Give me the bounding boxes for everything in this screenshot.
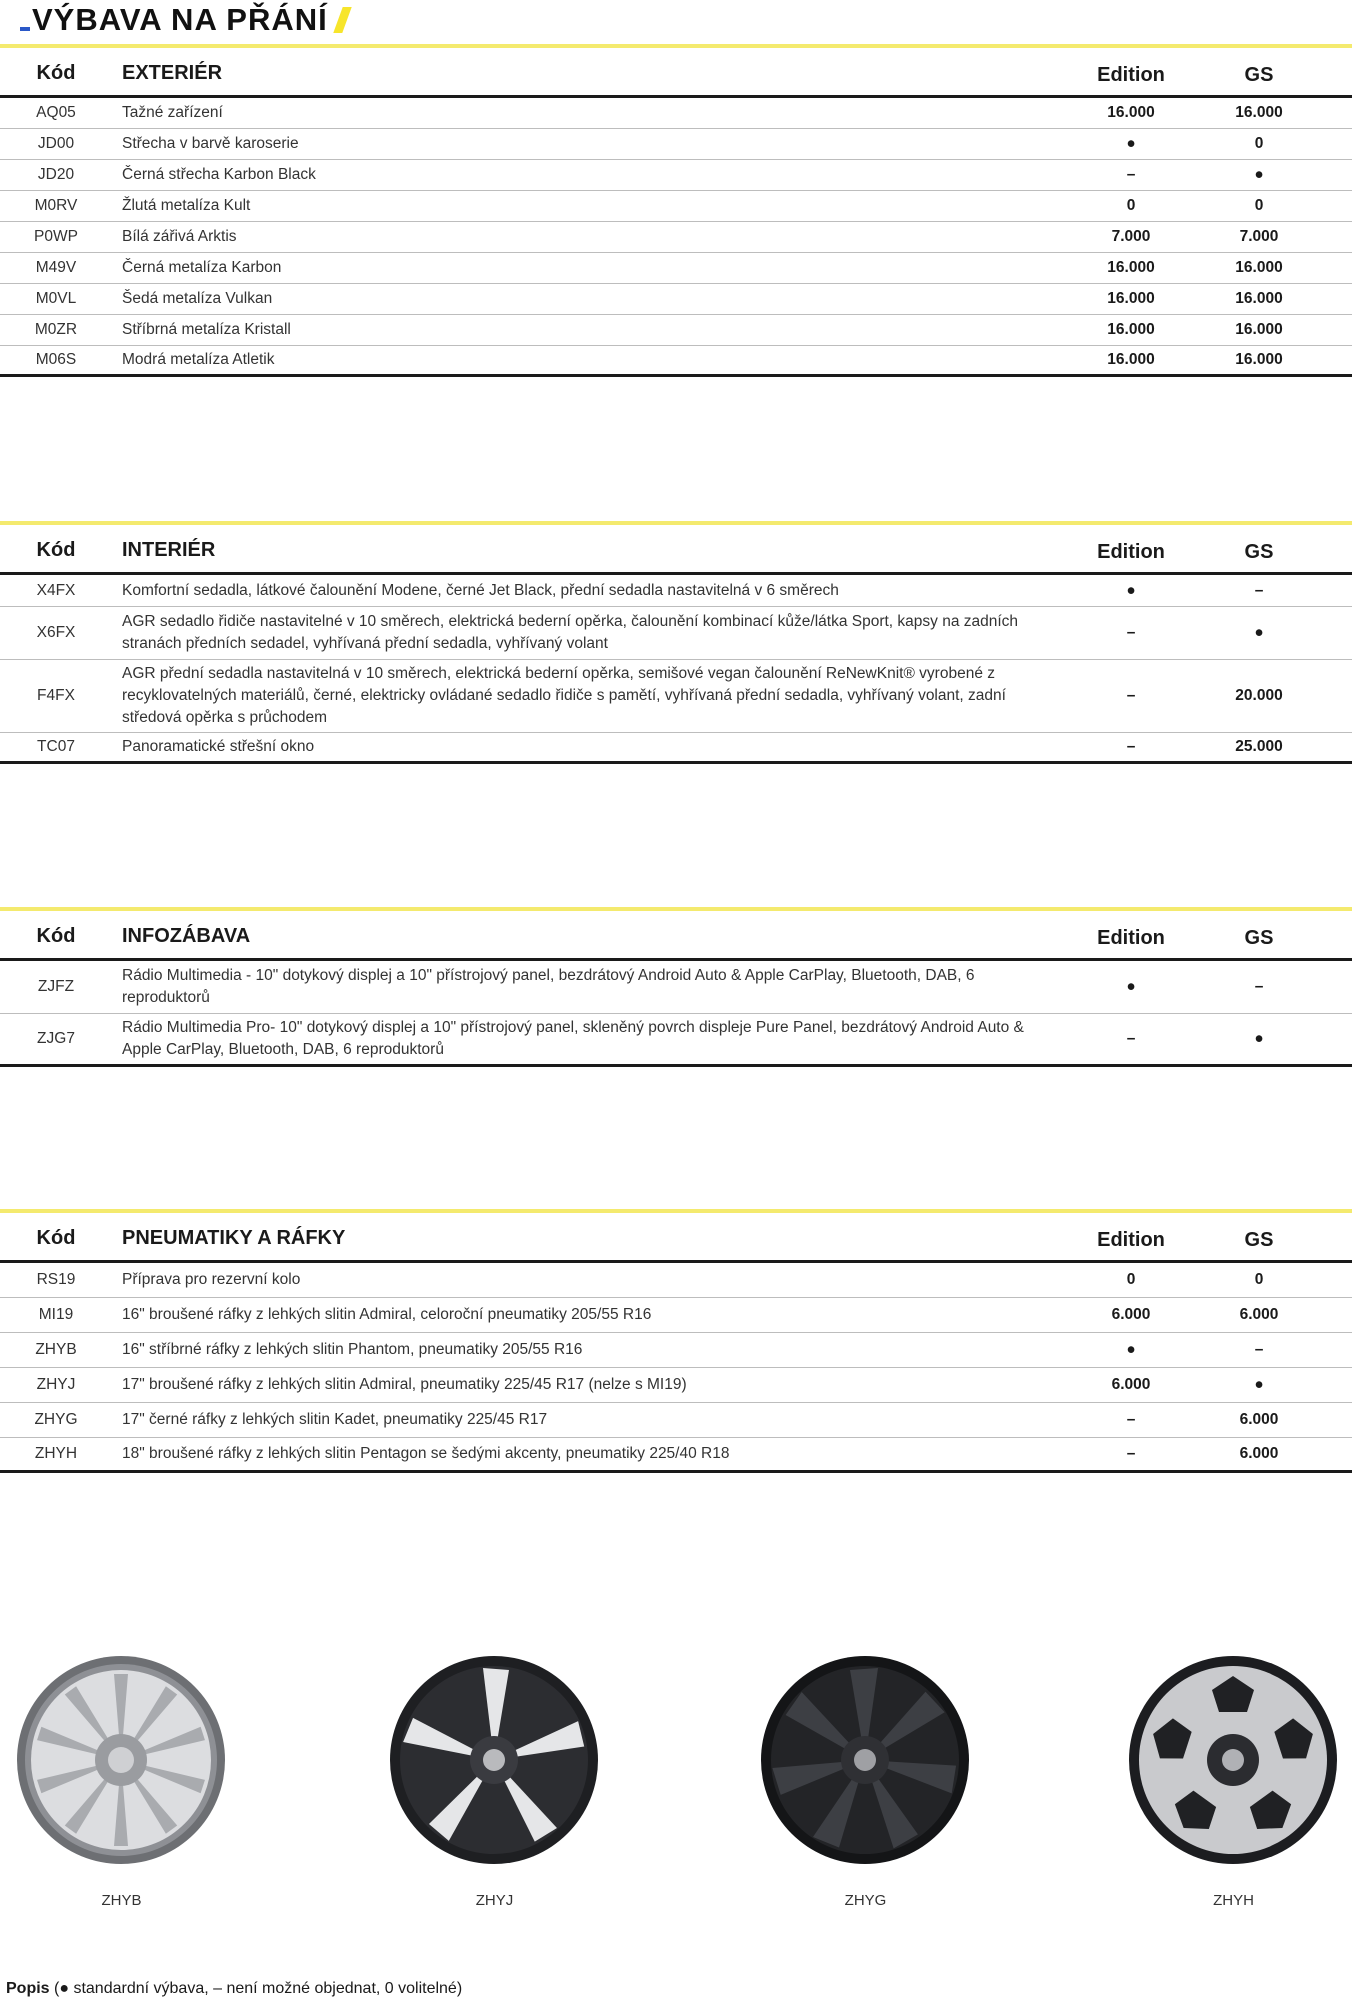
table-row xyxy=(0,98,1352,129)
row-code: ZHYG xyxy=(34,1411,78,1428)
row-edition-value: 16.000 xyxy=(1107,259,1155,276)
row-gs-value: 20.000 xyxy=(1235,687,1283,704)
table-header xyxy=(0,525,1352,575)
header-gs: GS xyxy=(1244,1229,1274,1251)
section-infotainment xyxy=(0,907,1352,1067)
row-gs-value: 6.000 xyxy=(1239,1306,1279,1323)
page-title-text: VÝBAVA NA PŘÁNÍ xyxy=(32,2,328,37)
header-code: Kód xyxy=(36,539,76,561)
row-edition-value: ● xyxy=(1126,135,1136,152)
row-code: M06S xyxy=(35,351,77,368)
table-row xyxy=(0,284,1352,315)
header-code: Kód xyxy=(36,925,76,947)
table-row xyxy=(0,160,1352,191)
row-description: 16" stříbrné ráfky z lehkých slitin Phantom, pneumatiky 205/55 R16 xyxy=(122,1341,583,1358)
row-edition-value: – xyxy=(1126,738,1136,755)
wheel-zhyj-graphic xyxy=(387,1650,602,1870)
row-code: TC07 xyxy=(37,738,75,755)
header-gs: GS xyxy=(1244,927,1274,949)
row-code: JD20 xyxy=(37,166,75,183)
row-edition-value: – xyxy=(1126,624,1136,641)
row-description: Modrá metalíza Atletik xyxy=(122,351,275,368)
row-code: JD00 xyxy=(37,135,75,152)
row-edition-value: ● xyxy=(1126,581,1136,599)
row-code: AQ05 xyxy=(36,104,76,121)
table-body xyxy=(0,575,1352,764)
row-code: M49V xyxy=(35,259,77,276)
row-code: MI19 xyxy=(38,1306,74,1323)
wheel-zhyg-graphic xyxy=(758,1650,973,1870)
header-code: Kód xyxy=(36,62,76,84)
table-row xyxy=(0,1014,1352,1067)
table-header xyxy=(0,911,1352,961)
row-gs-value: – xyxy=(1254,1341,1264,1358)
row-edition-value: 16.000 xyxy=(1107,104,1155,121)
table-row xyxy=(0,1298,1352,1333)
header-gs: GS xyxy=(1244,541,1274,563)
row-gs-value: – xyxy=(1254,978,1264,995)
row-description: AGR přední sedadla nastavitelná v 10 směrech, elektrická bederní opěrka, semišové vegan čalounění ReNewKnit® vyrobené z recyklovatelných materiálů, černé, elektricky ovládané sedadlo řidiče s pamětí, vyhřívaná přední sedadla, vyhřívaný volant, zadní středová opěrka s průchodem xyxy=(122,665,1006,726)
wheel-zhyh-graphic xyxy=(1126,1650,1341,1870)
header-code: Kód xyxy=(36,1227,76,1249)
row-edition-value: 16.000 xyxy=(1107,321,1155,338)
table-row xyxy=(0,1333,1352,1368)
row-edition-value: – xyxy=(1126,1445,1136,1462)
row-code: F4FX xyxy=(37,687,75,704)
wheel-label: ZHYB xyxy=(101,1892,142,1909)
row-description: 17" broušené ráfky z lehkých slitin Admiral, pneumatiky 225/45 R17 (nelze s MI19) xyxy=(122,1376,687,1393)
header-gs: GS xyxy=(1244,64,1274,86)
standard-dot-icon: ● xyxy=(59,1980,70,1997)
flag-mark xyxy=(20,27,30,31)
section-interior xyxy=(0,521,1352,764)
row-gs-value: 16.000 xyxy=(1235,321,1283,338)
legend-text: standardní výbava, – není možné objednat, 0 volitelné) xyxy=(69,1980,463,1997)
row-gs-value: – xyxy=(1254,581,1264,599)
section-wheels xyxy=(0,1209,1352,1473)
row-code: M0ZR xyxy=(34,321,78,338)
header-title: EXTERIÉR xyxy=(122,62,223,84)
row-edition-value: 0 xyxy=(1126,1271,1136,1288)
row-edition-value: ● xyxy=(1126,1341,1136,1358)
row-edition-value: 0 xyxy=(1126,197,1136,214)
header-edition: Edition xyxy=(1097,1229,1165,1251)
table-body xyxy=(0,1263,1352,1473)
table-row xyxy=(0,961,1352,1014)
row-edition-value: 16.000 xyxy=(1107,351,1155,368)
header-title: INTERIÉR xyxy=(122,539,216,561)
row-description: 17" černé ráfky z lehkých slitin Kadet, pneumatiky 225/45 R17 xyxy=(122,1411,548,1428)
row-code: RS19 xyxy=(36,1271,76,1288)
table-row xyxy=(0,346,1352,377)
wheel-label: ZHYG xyxy=(844,1892,887,1909)
table-row xyxy=(0,191,1352,222)
brand-slash-mark xyxy=(333,7,351,33)
table-row xyxy=(0,660,1352,733)
table-row xyxy=(0,575,1352,607)
table-row xyxy=(0,1263,1352,1298)
table-row xyxy=(0,222,1352,253)
wheel-image-zhyb xyxy=(14,1650,229,1909)
row-description: 18" broušené ráfky z lehkých slitin Pentagon se šedými akcenty, pneumatiky 225/40 R18 xyxy=(122,1445,730,1462)
wheel-image-zhyg xyxy=(758,1650,973,1909)
header-edition: Edition xyxy=(1097,927,1165,949)
header-title: PNEUMATIKY A RÁFKY xyxy=(122,1227,346,1249)
row-gs-value: 0 xyxy=(1254,135,1264,152)
row-gs-value: 16.000 xyxy=(1235,290,1283,307)
row-description: Černá střecha Karbon Black xyxy=(122,166,316,183)
row-code: M0RV xyxy=(34,197,78,214)
row-description: Příprava pro rezervní kolo xyxy=(122,1271,301,1288)
table-body xyxy=(0,961,1352,1067)
row-code: X6FX xyxy=(36,624,76,641)
row-gs-value: 0 xyxy=(1254,1271,1264,1288)
row-gs-value: 16.000 xyxy=(1235,259,1283,276)
row-code: P0WP xyxy=(34,228,78,245)
row-gs-value: ● xyxy=(1254,1376,1264,1393)
row-edition-value: – xyxy=(1126,166,1136,183)
row-description: Rádio Multimedia - 10" dotykový displej a 10" přístrojový panel, bezdrátový Android Auto & Apple CarPlay, Bluetooth, DAB, 6 reproduktorů xyxy=(122,967,975,1006)
row-description: Střecha v barvě karoserie xyxy=(122,135,299,152)
header-title: INFOZÁBAVA xyxy=(122,925,251,947)
table-header xyxy=(0,48,1352,98)
wheel-label: ZHYJ xyxy=(475,1892,514,1909)
row-gs-value: 6.000 xyxy=(1239,1445,1279,1462)
wheel-label: ZHYH xyxy=(1213,1892,1254,1909)
legend xyxy=(6,1980,462,1998)
table-header xyxy=(0,1213,1352,1263)
table-row xyxy=(0,733,1352,764)
row-code: ZHYB xyxy=(35,1341,77,1358)
row-description: AGR sedadlo řidiče nastavitelné v 10 směrech, elektrická bederní opěrka, čalounění kombinací kůže/látka Sport, kapsy na zadních stranách předních sedadel, vyhřívaná přední sedadla, vyhřívaný volant xyxy=(122,613,1019,652)
row-edition-value: – xyxy=(1126,1030,1136,1047)
row-gs-value: ● xyxy=(1254,624,1264,641)
row-edition-value: 7.000 xyxy=(1111,228,1151,245)
row-code: X4FX xyxy=(36,581,76,599)
row-gs-value: 7.000 xyxy=(1239,228,1279,245)
wheel-image-zhyj xyxy=(387,1650,602,1909)
page-title xyxy=(20,2,347,38)
row-gs-value: 16.000 xyxy=(1235,351,1283,368)
row-edition-value: 6.000 xyxy=(1111,1376,1151,1393)
row-description: Žlutá metalíza Kult xyxy=(122,197,251,214)
row-edition-value: 16.000 xyxy=(1107,290,1155,307)
table-row xyxy=(0,253,1352,284)
header-edition: Edition xyxy=(1097,64,1165,86)
table-row xyxy=(0,1368,1352,1403)
row-description: Tažné zařízení xyxy=(122,104,223,121)
row-description: Bílá zářivá Arktis xyxy=(122,228,237,245)
section-exterior xyxy=(0,44,1352,377)
row-description: Šedá metalíza Vulkan xyxy=(122,290,273,307)
table-row xyxy=(0,607,1352,660)
header-edition: Edition xyxy=(1097,541,1165,563)
row-gs-value: ● xyxy=(1254,166,1264,183)
table-row xyxy=(0,129,1352,160)
row-code: M0VL xyxy=(35,290,77,307)
row-code: ZJFZ xyxy=(37,978,75,995)
table-body xyxy=(0,98,1352,377)
row-description: Panoramatické střešní okno xyxy=(122,738,315,755)
wheel-gallery xyxy=(0,1650,1352,1940)
row-description: Rádio Multimedia Pro- 10" dotykový displej a 10" přístrojový panel, skleněný povrch displeje Pure Panel, bezdrátový Android Auto & Apple CarPlay, Bluetooth, DAB, 6 reproduktorů xyxy=(122,1019,1024,1058)
table-row xyxy=(0,1438,1352,1473)
row-edition-value: ● xyxy=(1126,978,1136,995)
row-edition-value: – xyxy=(1126,687,1136,704)
row-code: ZHYJ xyxy=(36,1376,76,1393)
row-gs-value: 6.000 xyxy=(1239,1411,1279,1428)
row-gs-value: 16.000 xyxy=(1235,104,1283,121)
row-description: Komfortní sedadla, látkové čalounění Modene, černé Jet Black, přední sedadla nastavitelná v 6 směrech xyxy=(122,581,839,599)
row-edition-value: 6.000 xyxy=(1111,1306,1151,1323)
legend-label: Popis xyxy=(6,1980,50,1997)
row-code: ZHYH xyxy=(34,1445,78,1462)
wheel-image-zhyh xyxy=(1126,1650,1341,1909)
row-edition-value: – xyxy=(1126,1411,1136,1428)
wheel-zhyb-graphic xyxy=(14,1650,229,1870)
row-description: Stříbrná metalíza Kristall xyxy=(122,321,291,338)
legend-open: ( xyxy=(49,1980,60,1997)
row-code: ZJG7 xyxy=(37,1030,75,1047)
row-gs-value: ● xyxy=(1254,1030,1264,1047)
row-gs-value: 0 xyxy=(1254,197,1264,214)
row-gs-value: 25.000 xyxy=(1235,738,1283,755)
row-description: 16" broušené ráfky z lehkých slitin Admiral, celoroční pneumatiky 205/55 R16 xyxy=(122,1306,652,1323)
row-description: Černá metalíza Karbon xyxy=(122,259,282,276)
table-row xyxy=(0,1403,1352,1438)
table-row xyxy=(0,315,1352,346)
